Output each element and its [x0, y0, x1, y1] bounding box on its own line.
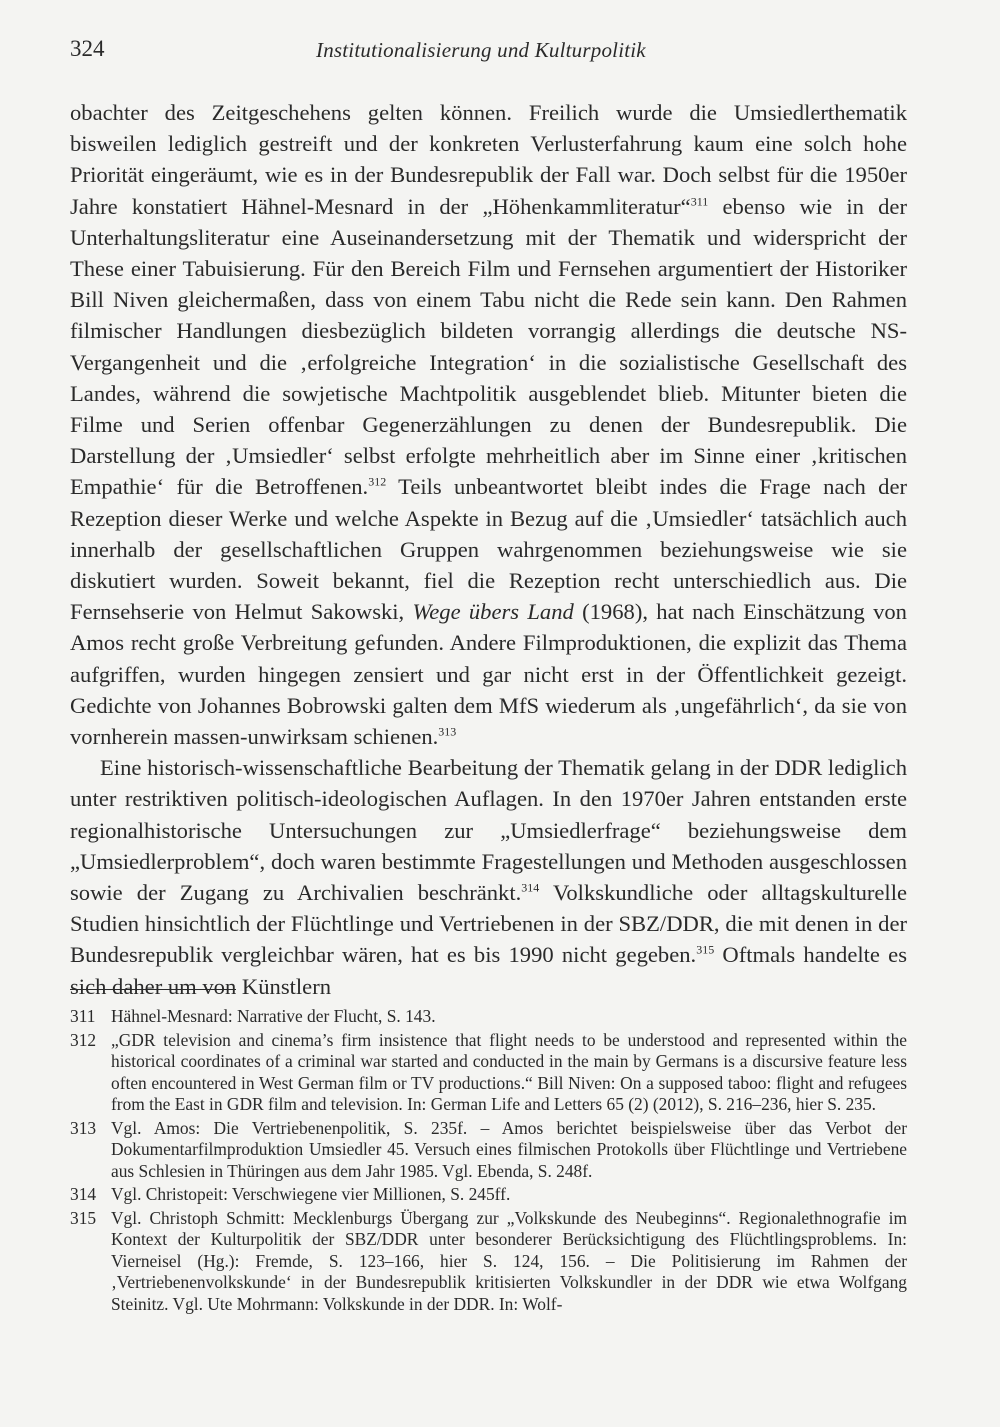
text-run: (1968), hat nach Einschätzung von Amos recht große Verbreitung gefunden. Andere Filmproduktionen, die explizit das Thema aufgriffen, wurden hingegen zensiert und gar nicht erst in der Öffentlichkeit gezeigt. Gedichte von Johannes Bobrowski galten dem MfS wiederum als ‚ungefährlich‘, da sie von vornherein massen-unwirksam schienen. [70, 599, 907, 750]
page-header [70, 36, 907, 72]
footnote-text: „GDR television and cinema’s firm insistence that flight needs to be understood and represented within the historical coordinates of a criminal war started and conducted in the main by Germans is a discursive feature less often encountered in West German film or TV productions.“ Bill Niven: On a supposed taboo: flight and refugees from the East in GDR film and television. In: German Life and Letters 65 (2) (2012), S. 216–236, hier S. 235. [111, 1029, 907, 1114]
footnote-ref: 315 [696, 942, 715, 957]
footnote-number: 313 [70, 1117, 97, 1138]
footnote-text: Hähnel-Mesnard: Narrative der Flucht, S. 143. [111, 1006, 436, 1026]
footnote [70, 1184, 907, 1206]
footnote-number: 311 [70, 1006, 96, 1026]
text-run: Volkskundliche oder alltagskulturelle Studien hinsichtlich der Flüchtlinge und Vertriebenen in der SBZ/DDR, die mit denen in der Bundesrepublik vergleichbar wären, hat es bis 1990 nicht gegeben. [70, 880, 908, 968]
text-run: Eine historisch-wissenschaftliche Bearbeitung der Thematik gelang in der DDR lediglich unter restriktiven politisch-ideologischen Auflagen. In den 1970er Jahren entstanden erste regionalhistorische Untersuchungen zur „Umsiedlerfrage“ beziehungsweise dem „Umsiedlerproblem“, doch waren bestimmte Fragestellungen und Methoden ausgeschlossen sowie der Zugang zu Archivalien beschränkt. [70, 755, 907, 906]
footnotes [70, 1006, 907, 1317]
text-run: ebenso wie in der Unterhaltungsliteratur eine Auseinandersetzung mit der Thematik und widerspricht der These einer Tabuisierung. Für den Bereich Film und Fernsehen argumentiert der Historiker Bill Niven gleichermaßen, dass von einem Tabu nicht die Rede sein kann. Den Rahmen filmischer Handlungen diesbezüglich bildeten vorrangig allerdings die deutsche NS-Vergangenheit und die ‚erfolgreiche Integration‘ in die sozialistische Gesellschaft des Landes, während die sowjetische Machtpolitik ausgeblendet blieb. Mitunter bieten die Filme und Serien offenbar Gegenerzählungen zu denen der Bundesrepublik. Die Darstellung der ‚Umsiedler‘ selbst erfolgte mehrheitlich aber im Sinne einer ‚kritischen Empathie‘ für die Betroffenen. [70, 193, 907, 500]
footnote-ref: 312 [368, 474, 387, 489]
footnote-text: Vgl. Amos: Die Vertriebenenpolitik, S. 235f. – Amos berichtet beispielsweise über das Verbot der Dokumentarfilmproduktion Umsiedler 45. Versuch eines filmischen Protokolls über Flüchtlinge und Vertriebene aus Schlesien in Thüringen aus dem Jahr 1985. Vgl. Ebenda, S. 248f. [111, 1117, 907, 1181]
footnote-separator [70, 989, 236, 990]
footnote-ref: 314 [521, 880, 540, 895]
footnote-text: Vgl. Christoph Schmitt: Mecklenburgs Übergang zur „Volkskunde des Neubeginns“. Regionalethnografie im Kontext der Kulturpolitik der SBZ/DDR unter besonderer Berücksichtigung des Flüchtlingsproblems. In: Vierneisel (Hg.): Fremde, S. 123–166, hier S. 124, 156. – Die Politisierung im Rahmen der ‚Vertriebenenvolkskunde‘ in der Bundesrepublik kritisierten Volkskundler in der DDR wie etwa Wolfgang Steinitz. Vgl. Ute Mohrmann: Volkskunde in der DDR. In: Wolf- [111, 1207, 907, 1314]
footnote [70, 1208, 907, 1316]
paragraph [70, 752, 907, 1002]
text-run: Oftmals handelte es sich daher um von Künstlern [70, 942, 907, 999]
footnote-text: Vgl. Christopeit: Verschwiegene vier Millionen, S. 245ff. [111, 1184, 511, 1204]
paragraph [70, 97, 907, 752]
text-run: obachter des Zeitgeschehens gelten können. Freilich wurde die Umsiedlerthematik bisweilen lediglich gestreift und der konkreten Verlusterfahrung kaum eine solch hohe Priorität eingeräumt, wie es in der Bundesrepublik der Fall war. Doch selbst für die 1950er Jahre konstatiert Hähnel-Mesnard in der „Höhenkammliteratur“ [70, 100, 907, 219]
footnote-ref: 311 [690, 194, 709, 209]
text-run: Teils unbeantwortet bleibt indes die Frage nach der Rezeption dieser Werke und welche Aspekte in Bezug auf die ‚Umsiedler‘ tatsächlich auch innerhalb der gesellschaftlichen Gruppen wahrgenommen beziehungsweise wie sie diskutiert wurden. Soweit bekannt, fiel die Rezeption recht unterschiedlich aus. Die Fernsehserie von Helmut Sakowski, [70, 474, 908, 625]
footnote [70, 1118, 907, 1183]
footnote-number: 314 [70, 1184, 97, 1204]
body-text [70, 97, 907, 1002]
footnote-number: 312 [70, 1029, 97, 1050]
footnote-ref: 313 [438, 724, 457, 739]
work-title: Wege übers Land [412, 599, 574, 625]
footnote [70, 1006, 907, 1028]
footnote [70, 1030, 907, 1116]
running-head: Institutionalisierung und Kulturpolitik [316, 38, 646, 62]
footnote-number: 315 [70, 1207, 97, 1228]
page-number: 324 [70, 36, 105, 61]
